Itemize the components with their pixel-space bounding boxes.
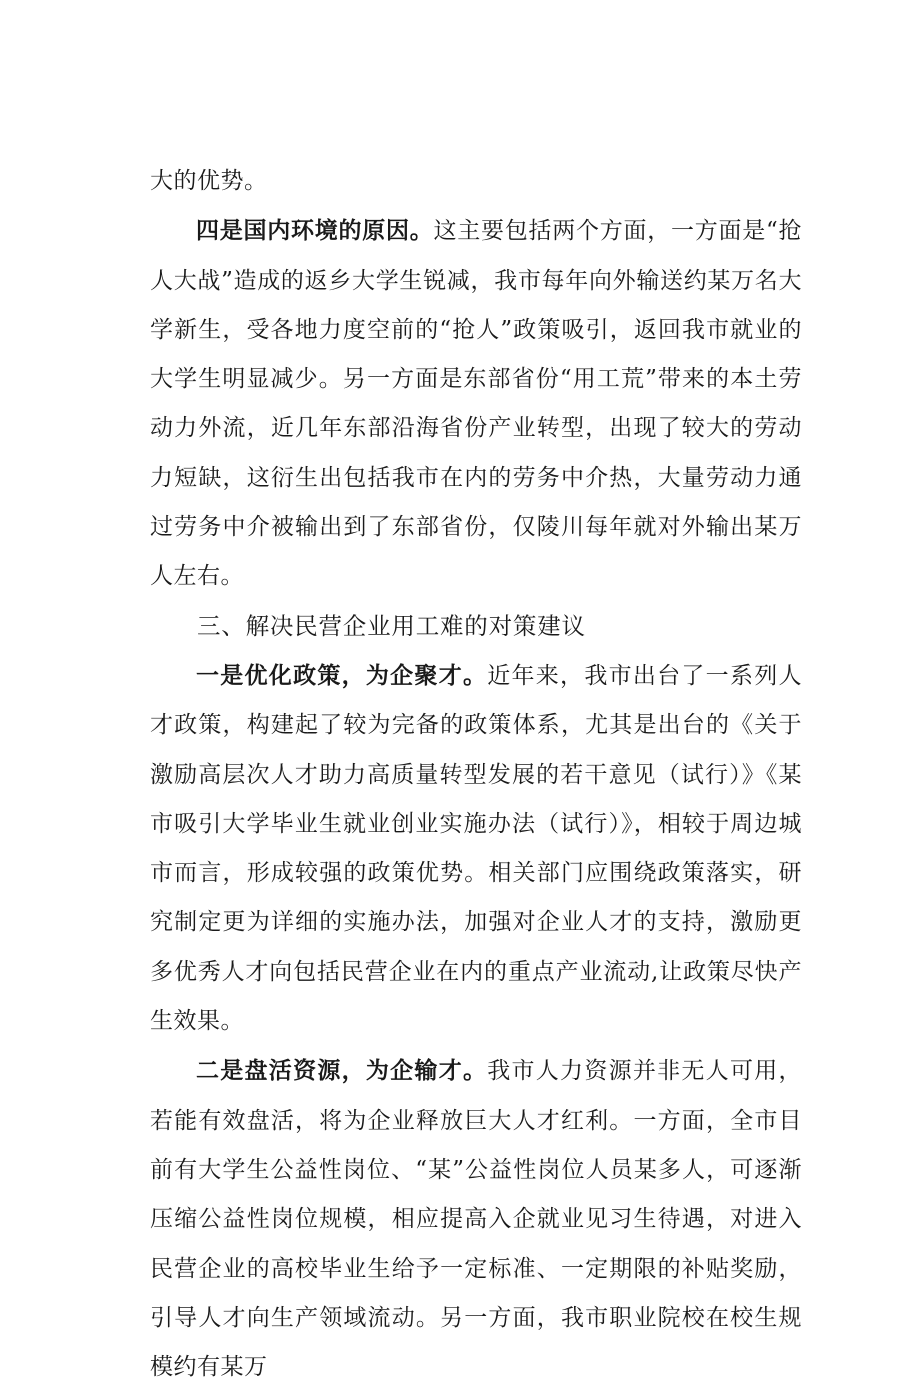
paragraph-continuation: 大的优势。 [150, 168, 268, 194]
paragraph-lead-text: 一是优化政策，为企聚才。 [196, 661, 488, 689]
paragraph-body-text: 近年来，我市出台了一系列人才政策，构建起了较为完备的政策体系，尤其是出台的《关于激励高层次人才助力高质量转型发展的若干意见（试行）》《某市吸引大学毕业生就业创业实施办法（试行）》，相较于周边城市而言，形成较强的政策优势。相关部门应围绕政策落实，研究制定更为详细的实施办法，加强对企业人才的支持，激励更多优秀人才向包括民营企业在内的重点产业流动,让政策尽快产生效果。 [150, 662, 803, 1035]
paragraph-lead-text: 二是盘活资源，为企输才。 [196, 1057, 488, 1085]
paragraph-domestic-environment [150, 206, 802, 601]
paragraph-lead-text: 四是国内环境的原因。 [196, 217, 434, 245]
paragraph-optimize-policy [150, 651, 802, 1046]
paragraph-body-text: 这主要包括两个方面，一方面是“抢人大战”造成的返乡大学生锐减，我市每年向外输送约某万名大学新生，受各地力度空前的“抢人”政策吸引，返回我市就业的大学生明显减少。另一方面是东部省份“用工荒”带来的本土劳动力外流，近几年东部沿海省份产业转型，出现了较大的劳动力短缺，这衍生出包括我市在内的劳务中介热，大量劳动力通过劳务中介被输出到了东部省份，仅陵川每年就对外输出某万人左右。 [150, 218, 802, 590]
paragraph-activate-resources [150, 1046, 802, 1392]
paragraph-body-text: 我市人力资源并非无人可用，若能有效盘活，将为企业释放巨大人才红利。一方面，全市目前有大学生公益性岗位、“某”公益性岗位人员某多人，可逐渐压缩公益性岗位规模，相应提高入企就业见习生待遇，对进入民营企业的高校毕业生给予一定标准、一定期限的补贴奖励，引导人才向生产领域流动。另一方面，我市职业院校在校生规模约有某万 [150, 1058, 803, 1381]
document-body [150, 157, 802, 1392]
section-heading: 三、解决民营企业用工难的对策建议 [197, 611, 586, 640]
